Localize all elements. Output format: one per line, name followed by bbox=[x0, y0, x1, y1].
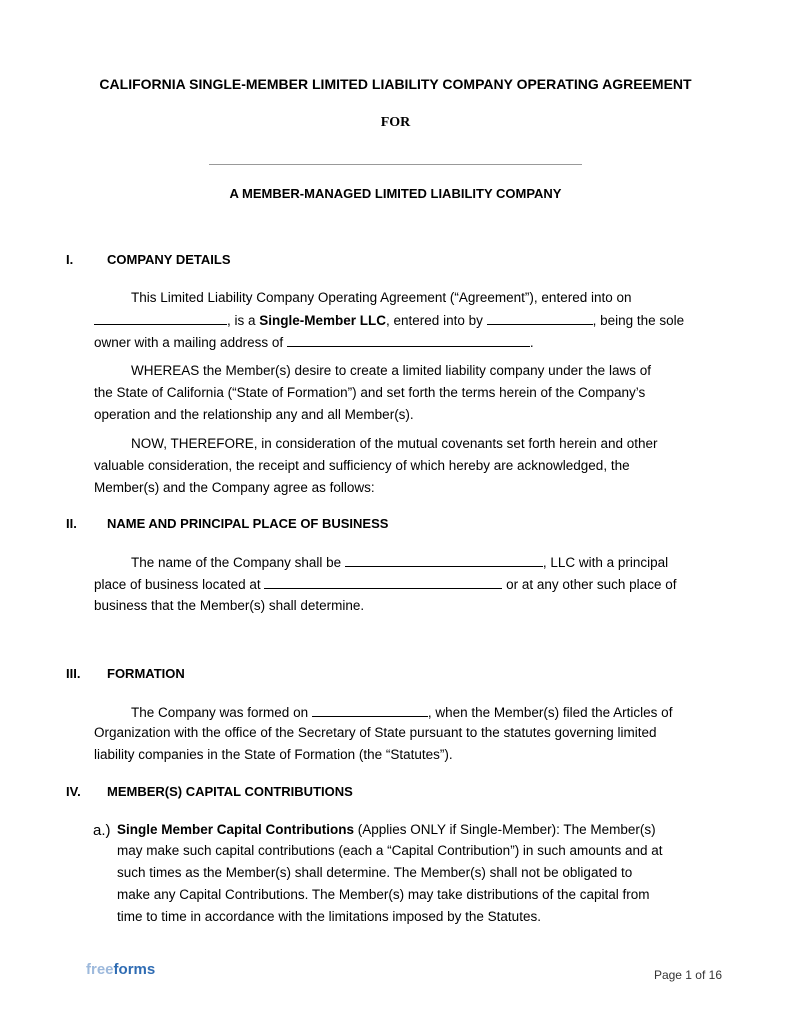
mailing-address-blank-field[interactable] bbox=[287, 334, 530, 347]
paragraph-line: liability companies in the State of Formation (the “Statutes”). bbox=[94, 747, 453, 762]
section-number: IV. bbox=[66, 784, 81, 799]
paragraph-line: WHEREAS the Member(s) desire to create a limited liability company under the laws of bbox=[131, 363, 651, 378]
paragraph-line: valuable consideration, the receipt and sufficiency of which hereby are acknowledged, the bbox=[94, 458, 630, 473]
paragraph-line: , is a Single-Member LLC, entered into by , being the sole bbox=[94, 312, 684, 329]
paragraph-line: time to time in accordance with the limitations imposed by the Statutes. bbox=[117, 909, 541, 924]
formation-date-blank-field[interactable] bbox=[312, 704, 428, 717]
section-number: I. bbox=[66, 252, 74, 267]
paragraph-line: Member(s) and the Company agree as follows: bbox=[94, 480, 375, 495]
section-number: III. bbox=[66, 666, 81, 681]
title-divider bbox=[209, 164, 582, 165]
paragraph-line: such times as the Member(s) shall determine. The Member(s) shall not be obligated to bbox=[117, 865, 633, 880]
document-subtitle: A MEMBER-MANAGED LIMITED LIABILITY COMPANY bbox=[229, 186, 562, 201]
paragraph-line: The Company was formed on , when the Member(s) filed the Articles of bbox=[131, 705, 673, 720]
llc-type-label: Single-Member LLC bbox=[259, 313, 387, 328]
paragraph-line: operation and the relationship any and all Member(s). bbox=[94, 407, 414, 422]
date-blank-field[interactable] bbox=[94, 312, 227, 325]
member-name-blank-field[interactable] bbox=[487, 312, 593, 325]
paragraph-line: may make such capital contributions (each a “Capital Contribution”) in such amounts and at bbox=[117, 843, 663, 858]
paragraph-line: business that the Member(s) shall determine. bbox=[94, 598, 365, 613]
section-title: MEMBER(S) CAPITAL CONTRIBUTIONS bbox=[107, 784, 353, 799]
clause-title: Single Member Capital Contributions bbox=[117, 822, 355, 837]
section-number: II. bbox=[66, 516, 77, 531]
paragraph-line: place of business located at or at any other such place of bbox=[94, 577, 677, 592]
section-title: FORMATION bbox=[107, 666, 185, 681]
business-address-blank-field[interactable] bbox=[264, 576, 502, 589]
paragraph-line: Organization with the office of the Secretary of State pursuant to the statutes governing limited bbox=[94, 725, 657, 740]
freeforms-logo: freeforms bbox=[86, 961, 156, 978]
for-label: FOR bbox=[380, 115, 411, 130]
paragraph-line: The name of the Company shall be , LLC with a principal bbox=[131, 555, 669, 570]
paragraph-line: make any Capital Contributions. The Member(s) may take distributions of the capital from bbox=[117, 887, 650, 902]
list-item-marker: a.) bbox=[93, 822, 111, 839]
section-title: COMPANY DETAILS bbox=[107, 252, 231, 267]
paragraph-line: Single Member Capital Contributions (Applies ONLY if Single-Member): The Member(s) bbox=[117, 822, 656, 837]
paragraph-line: the State of California (“State of Formation”) and set forth the terms herein of the Company’s bbox=[94, 385, 646, 400]
section-title: NAME AND PRINCIPAL PLACE OF BUSINESS bbox=[107, 516, 389, 531]
company-name-blank-field[interactable] bbox=[345, 554, 543, 567]
page-number: Page 1 of 16 bbox=[653, 968, 722, 982]
paragraph-line: owner with a mailing address of . bbox=[94, 335, 534, 350]
document-title: CALIFORNIA SINGLE-MEMBER LIMITED LIABILITY COMPANY OPERATING AGREEMENT bbox=[99, 76, 692, 92]
paragraph-line: NOW, THEREFORE, in consideration of the mutual covenants set forth herein and other bbox=[131, 436, 658, 451]
paragraph-line: This Limited Liability Company Operating Agreement (“Agreement”), entered into on bbox=[131, 290, 632, 305]
